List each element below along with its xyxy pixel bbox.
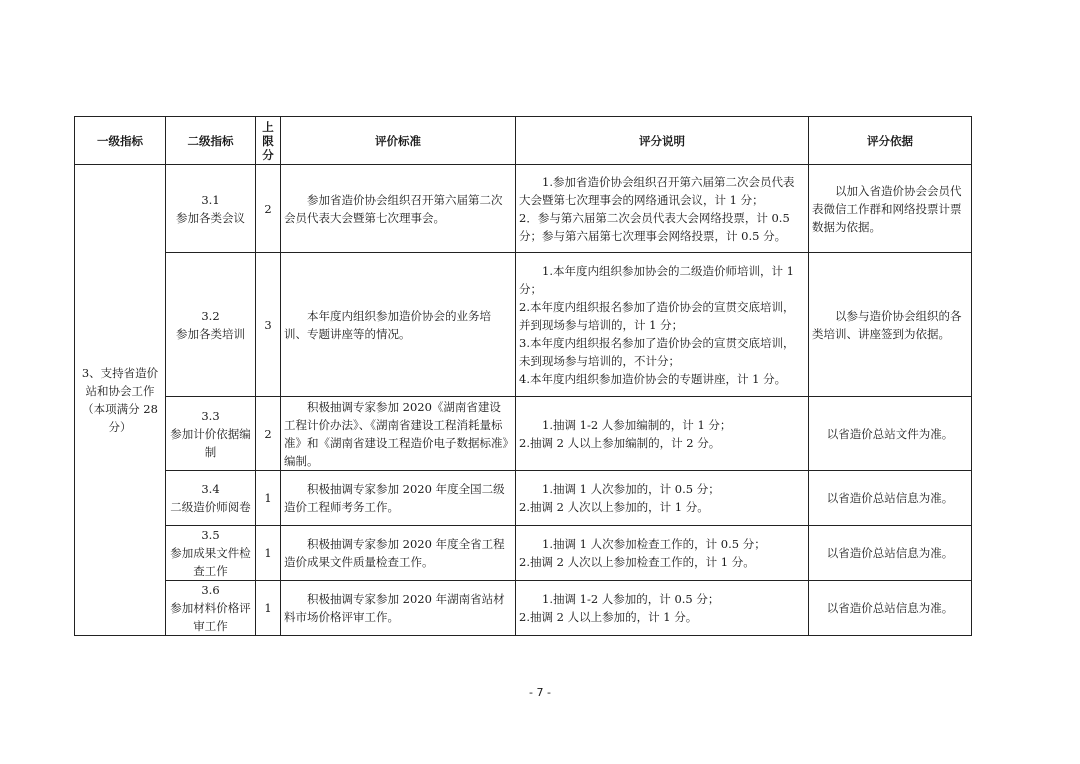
scoring-cell: 1.抽调 1 人次参加的，计 0.5 分； 2.抽调 2 人次以上参加的，计 1 分。 [516,471,809,526]
page-number: - 7 - [529,686,551,699]
scoring-cell: 1.抽调 1 人次参加检查工作的，计 0.5 分； 2.抽调 2 人次以上参加检查工作的，计 1 分。 [516,526,809,581]
standard-cell: 积极抽调专家参加 2020《湖南省建设工程计价办法》、《湖南省建设工程消耗量标准》和《湖南省建设工程造价电子数据标准》编制。 [281,397,516,471]
basis-cell: 以参与造价协会组织的各类培训、讲座签到为依据。 [809,253,972,397]
limit-cell: 1 [256,581,281,636]
level2-cell: 3.6 参加材料价格评审工作 [166,581,256,636]
header-row [75,117,972,165]
standard-cell: 积极抽调专家参加 2020 年湖南省站材料市场价格评审工作。 [281,581,516,636]
header-level2: 二级指标 [166,117,256,165]
basis-cell: 以省造价总站文件为准。 [809,397,972,471]
basis-cell: 以省造价总站信息为准。 [809,526,972,581]
level2-cell: 3.5 参加成果文件检查工作 [166,526,256,581]
header-limit: 上 限 分 [256,117,281,165]
header-scoring: 评分说明 [516,117,809,165]
limit-cell: 1 [256,526,281,581]
standard-cell: 积极抽调专家参加 2020 年度全省工程造价成果文件质量检查工作。 [281,526,516,581]
header-basis: 评分依据 [809,117,972,165]
table-row [75,526,972,581]
table-row [75,581,972,636]
header-level1: 一级指标 [75,117,166,165]
limit-cell: 2 [256,397,281,471]
level2-cell: 3.2 参加各类培训 [166,253,256,397]
header-standard: 评价标准 [281,117,516,165]
standard-cell: 本年度内组织参加造价协会的业务培训、专题讲座等的情况。 [281,253,516,397]
evaluation-table [74,116,972,636]
basis-cell: 以加入省造价协会会员代表微信工作群和网络投票计票数据为依据。 [809,165,972,253]
table-row [75,397,972,471]
scoring-cell: 1.本年度内组织参加协会的二级造价师培训，计 1 分； 2.本年度内组织报名参加了造价协会的宣贯交底培训，并到现场参与培训的，计 1 分； 3.本年度内组织报名参加了造价协会的宣贯交底培训，未到现场参与培训的，不计分； 4.本年度内组织参加造价协会的专题讲座，计 1 分。 [516,253,809,397]
standard-cell: 积极抽调专家参加 2020 年度全国二级造价工程师考务工作。 [281,471,516,526]
basis-cell: 以省造价总站信息为准。 [809,581,972,636]
limit-cell: 3 [256,253,281,397]
scoring-cell: 1.抽调 1-2 人参加的，计 0.5 分； 2.抽调 2 人以上参加的，计 1 分。 [516,581,809,636]
basis-cell: 以省造价总站信息为准。 [809,471,972,526]
level2-cell: 3.3 参加计价依据编制 [166,397,256,471]
table-row [75,165,972,253]
level2-cell: 3.4 二级造价师阅卷 [166,471,256,526]
limit-cell: 2 [256,165,281,253]
scoring-cell: 1.参加省造价协会组织召开第六届第二次会员代表大会暨第七次理事会的网络通讯会议，计 1 分； 2．参与第六届第二次会员代表大会网络投票，计 0.5 分；参与第六届第七次理事会网络投票，计 0.5 分。 [516,165,809,253]
standard-cell: 参加省造价协会组织召开第六届第二次会员代表大会暨第七次理事会。 [281,165,516,253]
table-row [75,253,972,397]
scoring-cell: 1.抽调 1-2 人参加编制的，计 1 分； 2.抽调 2 人以上参加编制的，计 2 分。 [516,397,809,471]
limit-cell: 1 [256,471,281,526]
level2-cell: 3.1 参加各类会议 [166,165,256,253]
table-row [75,471,972,526]
level1-cell: 3、支持省造价站和协会工作（本项满分 28 分） [75,165,166,636]
